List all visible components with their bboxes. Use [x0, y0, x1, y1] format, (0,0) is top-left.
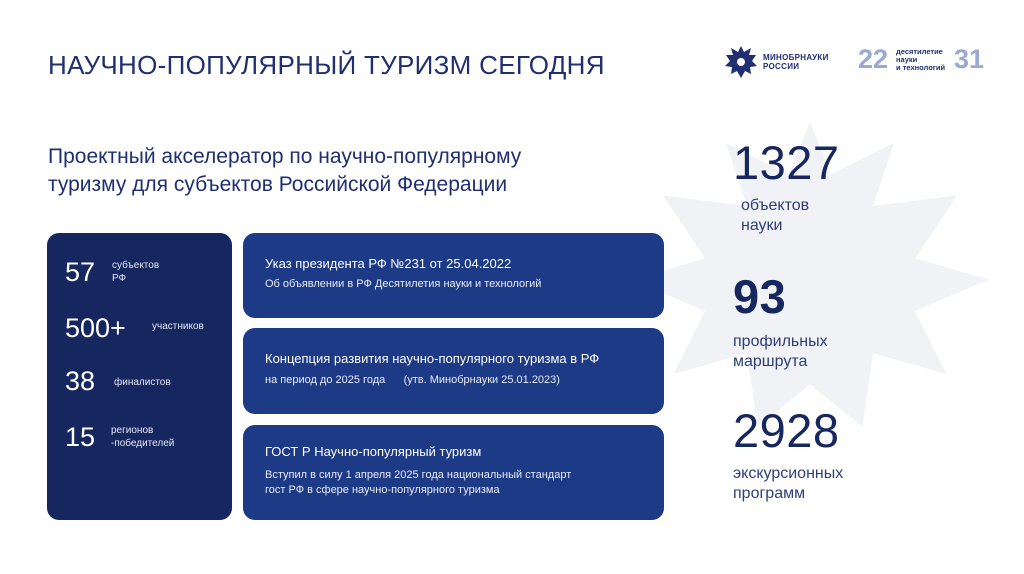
right-stat-value: 1327 [733, 136, 840, 189]
stat-value: 57 [65, 257, 96, 287]
decade-line2: науки [896, 55, 918, 64]
decade-line1: десятилетие [896, 47, 943, 56]
right-stat-programs [733, 406, 843, 504]
right-stat-label: программ [733, 485, 806, 502]
stats-panel [47, 233, 232, 520]
card-gost [243, 425, 664, 520]
card-title: Указ президента РФ №231 от 25.04.2022 [265, 256, 512, 271]
decade-line3: и технологий [896, 63, 946, 72]
right-stat-routes [733, 272, 828, 372]
minobr-line1: МИНОБРНАУКИ [763, 53, 829, 62]
stat-label: регионов [111, 425, 154, 436]
page-title: НАУЧНО-ПОПУЛЯРНЫЙ ТУРИЗМ СЕГОДНЯ [48, 50, 605, 80]
card-text: гост РФ в сфере научно-популярного туризма [265, 484, 500, 496]
card-concept [243, 328, 664, 414]
right-stat-label: науки [741, 217, 783, 234]
decade-num-right: 31 [954, 44, 985, 74]
minobr-line2: РОССИИ [763, 62, 800, 71]
stat-value: 500+ [65, 313, 126, 343]
stat-label: РФ [112, 273, 127, 284]
subtitle [48, 143, 648, 199]
card-text: на период до 2025 года (утв. Минобрнауки 25.01.2023) [265, 374, 560, 386]
right-stat-label: объектов [741, 197, 810, 214]
stat-label: финалистов [114, 377, 171, 388]
right-stat-value: 93 [733, 270, 787, 323]
stat-label: -победителей [111, 438, 175, 449]
card-title: ГОСТ Р Научно-популярный туризм [265, 444, 482, 459]
double-headed-eagle-icon [723, 42, 759, 82]
card-decree [243, 233, 664, 318]
card-text: Об объявлении в РФ Десятилетия науки и технологий [265, 278, 542, 290]
card-text: Вступил в силу 1 апреля 2025 года национальный стандарт [265, 469, 572, 481]
stat-label: участников [152, 321, 204, 332]
stat-value: 15 [65, 422, 96, 452]
card-title: Концепция развития научно-популярного туризма в РФ [265, 351, 600, 366]
subtitle-line1: Проектный акселератор по научно-популярному [48, 145, 522, 168]
right-stat-label: экскурсионных [733, 465, 844, 482]
stat-label: субъектов [112, 260, 160, 271]
decade-num-left: 22 [858, 44, 889, 74]
right-stat-value: 2928 [733, 404, 840, 457]
stat-value: 38 [65, 366, 96, 396]
right-stat-label: маршрута [733, 353, 808, 370]
subtitle-line2: туризму для субъектов Российской Федерации [48, 173, 508, 196]
right-stat-objects [733, 138, 840, 236]
right-stat-label: профильных [733, 333, 828, 350]
minobrnauki-logo [723, 42, 843, 82]
decade-logo [858, 44, 988, 78]
